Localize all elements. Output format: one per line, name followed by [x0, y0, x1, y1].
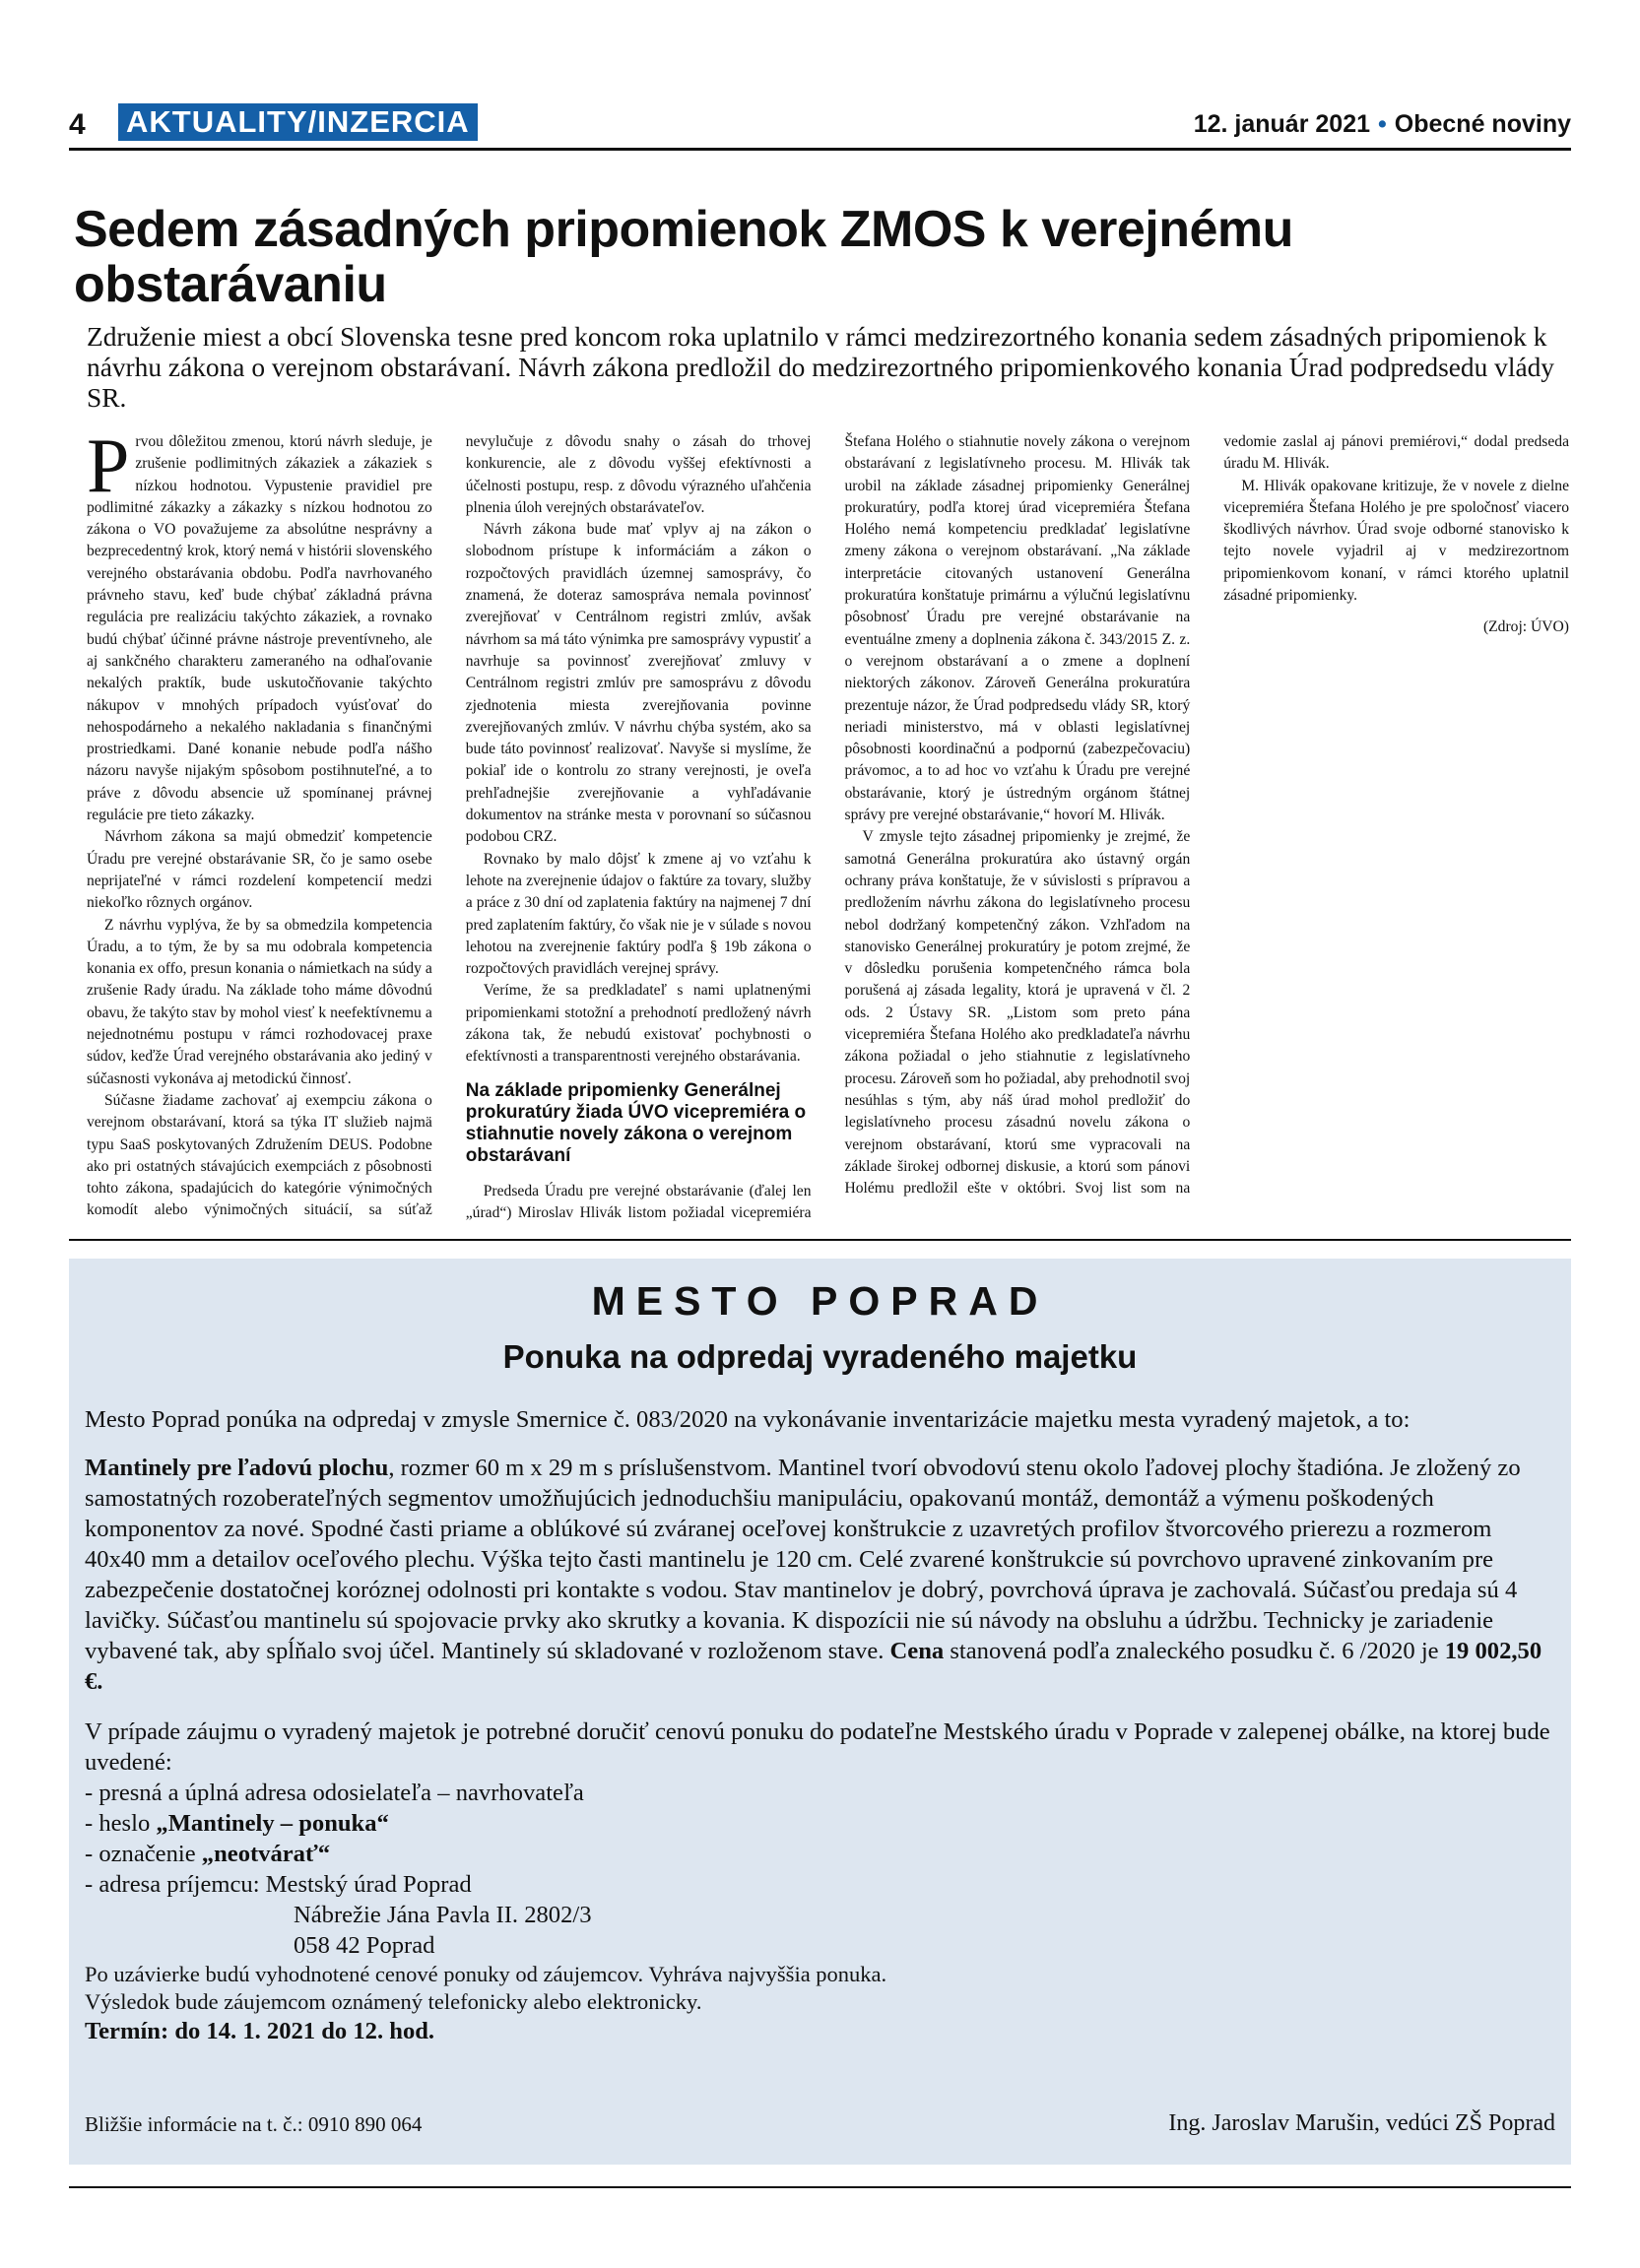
ad-contact-info: Bližšie informácie na t. č.: 0910 890 064 [85, 2112, 423, 2136]
ad-result: Výsledok bude záujemcom oznámený telefonicky alebo elektronicky. [85, 1989, 702, 2014]
ad-requirements-list [85, 1778, 1554, 1961]
article-subheading: Na základe pripomienky Generálnej prokuratúry žiada ÚVO vicepremiéra o stiahnutie novely zákona o verejnom obstarávaní [465, 1079, 807, 1166]
list-item: - adresa príjemcu: Mestský úrad Poprad [85, 1871, 472, 1898]
section-label: AKTUALITY/INZERCIA [118, 103, 478, 141]
address-line: Nábrežie Jána Pavla II. 2802/3 [294, 1902, 592, 1928]
article-paragraph: Súčasne žiadame zachovať aj exempciu zákona o verejnom obstarávaní, ktorá sa týka IT služieb najmä typu SaaS poskytovaných Združením DEUS. Podobne ako pri ostatných stávajúcich exempciách z pôsobnosti tohto zákona, spadajúcich do kategórie výnimočných komodít alebo výnimočných situácií, sa súťaž nevylučuje z dôvodu snahy o zásah do trhovej konkurencie, ale z dôvodu vyššej efektívnosti a účelnosti postupu, resp. z dôvodu výrazného uľahčenia plnenia úloh verejných obstarávateľov. [87, 433, 812, 1219]
list-item-keyword: „Mantinely – ponuka“ [156, 1810, 389, 1837]
header-rule [69, 148, 1571, 151]
section-divider [69, 1239, 1571, 1241]
bottom-rule [69, 2186, 1571, 2188]
article-paragraph: Veríme, že sa predkladateľ s nami uplatnenými pripomienkami stotožní a prehodnotí predložený návrh zákona tak, že nebudú existovať pochybnosti o efektívnosti a transparentnosti verejného obstarávania. [465, 982, 812, 1066]
ad-intro: Mesto Poprad ponúka na odpredaj v zmysle Smernice č. 083/2020 na vykonávanie inventarizácie majetku mesta vyradený majetok, a to: [85, 1406, 1410, 1433]
list-item [85, 1839, 1554, 1869]
ad-price-value: 19 002,50 €. [85, 1638, 1542, 1695]
article-paragraph: Návrhom zákona sa majú obmedziť kompetencie Úradu pre verejné obstarávanie SR, čo je samo osebe neprijateľné v rámci rozdelení kompetencií medzi niekoľko rôznych orgánov. [87, 828, 432, 912]
drop-cap: P [87, 422, 130, 508]
article-body [87, 422, 1569, 1225]
advertisement-box [69, 1259, 1571, 2165]
address-line: 058 42 Poprad [294, 1932, 435, 1959]
article-paragraph: V zmysle tejto zásadnej pripomienky je zrejmé, že samotná Generálna prokuratúra ako ústavný orgán ochrany práva konštatuje, že v súvislosti s prípravou a predložením návrhu zákona do legislatívneho procesu nebol dodržaný kompetenčný zákon. Vzhľadom na stanovisko Generálnej prokuratúry je potom zrejmé, že v dôsledku porušenia kompetenčného rámca bola porušená aj zásada legality, ktorá je upravená v čl. 2 ods. 2 Ústavy SR. „Listom som preto pána vicepremiéra Štefana Holého ako predkladateľa návrhu zákona požiadal o jeho stiahnutie z legislatívneho procesu. Zároveň som ho požiadal, aby prehodnotil svoj nesúhlas s tým, aby náš úrad mohol predložiť do legislatívneho procesu zásadnú novelu zákona o verejnom obstarávaní, ktorú sme vypracovali na základe širokej odbornej diskusie, a ktorú som pánovi Holému predložil ešte v októbri. Svoj list som na vedomie zaslal aj pánovi premiérovi,“ dodal predseda úradu M. Hlivák. [844, 433, 1569, 1198]
ad-item-name: Mantinely pre ľadovú plochu [85, 1455, 389, 1481]
article-paragraph [87, 422, 432, 826]
ad-price-label: Cena [889, 1638, 945, 1664]
article-lead: Združenie miest a obcí Slovenska tesne pred koncom roka uplatnilo v rámci medzirezortného konania sedem zásadných pripomienok k návrhu zákona o verejnom obstarávaní. Návrh zákona predložil do medzirezortného pripomienkového konania Úrad podpredsedu vlády SR. [87, 322, 1554, 413]
page-number: 4 [69, 108, 86, 141]
article-paragraph: Predseda Úradu pre verejné obstarávanie (ďalej len „úrad“) Miroslav Hlivák listom požiadal vicepremiéra Štefana Holého o stiahnutie novely zákona o verejnom obstarávaní z legislatívneho procesu. M. Hlivák tak urobil na základe zásadnej pripomienky Generálnej prokuratúry, podľa ktorej úrad vicepremiéra Štefana Holého nemá kompetenciu predkladať legislatívne zmeny zákona o verejnom obstarávaní. „Na základe interpretácie citovaných ustanovení Generálna prokuratúra konštatuje primárnu a výlučnú legislatívnu pôsobnosť Úradu pre verejné obstarávanie na eventuálne zmeny a doplnenia zákona č. 343/2015 Z. z. o verejnom obstarávaní a o zmene a doplnení niektorých zákonov. Zároveň Generálna prokuratúra prezentuje názor, že Úrad podpredsedu vlády SR, ktorý neriadi ministerstvo, má v oblasti legislatívnej pôsobnosti koordinačnú a podpornú (zabezpečovaciu) právomoc, a to ad hoc vo vzťahu k Úradu pre verejné obstarávanie, ktorý je ústredným orgánom štátnej správy pre verejné obstarávanie,“ hovorí M. Hlivák. [465, 433, 1191, 1221]
ad-description [85, 1453, 1554, 1697]
article-source: (Zdroj: ÚVO) [1482, 618, 1569, 636]
list-item-prefix: - heslo [85, 1810, 157, 1837]
ad-price-text: stanovená podľa znaleckého posudku č. 6 /2020 je [944, 1638, 1445, 1664]
ad-deadline: Termín: do 14. 1. 2021 do 12. hod. [85, 2018, 435, 2044]
ad-body [85, 1404, 1554, 2046]
article-title: Sedem zásadných pripomienok ZMOS k verejnému obstarávaniu [74, 201, 1293, 313]
ad-subtitle: Ponuka na odpredaj vyradeného majetku [502, 1338, 1138, 1375]
ad-instructions: V prípade záujmu o vyradený majetok je potrebné doručiť cenovú ponuku do podateľne Mestského úradu v Poprade v zalepenej obálke, na ktorej bude uvedené: [85, 1718, 1550, 1776]
article-paragraph: Z návrhu vyplýva, že by sa obmedzila kompetencia Úradu, a to tým, že by sa mu odobrala kompetencia konania ex offo, presun konania o námietkach na súdy a zrušenie Rady úradu. Na základe toho máme dôvodnú obavu, že takýto stav by mohol viesť k neefektívnemu a nejednotnému postupu v rámci rozhodovacej praxe súdov, keďže Úrad verejného obstarávania ako jediný v súčasnosti vykonáva aj metodickú činnosť. [87, 916, 432, 1087]
ad-signature: Ing. Jaroslav Marušin, vedúci ZŠ Poprad [1168, 2110, 1555, 2136]
bullet-separator: • [1378, 110, 1387, 138]
article-paragraph: Rovnako by malo dôjsť k zmene aj vo vzťahu k lehote na zverejnenie údajov o faktúre za tovary, služby a práce z 30 dní od zaplatenia faktúry na najmenej 7 dní pred zaplatením faktúry, čo však nie je v súlade s novou lehotou na zverejnenie faktúry podľa § 19b zákona o rozpočtových pravidlách verejnej správy. [465, 850, 812, 978]
issue-date: 12. január 2021 [1193, 110, 1371, 138]
article-paragraph: M. Hlivák opakovane kritizuje, že v novele z dielne vicepremiéra Štefana Holého je pre spoločnosť viacero škodlivých návrhov. Úrad svoje odborné stanovisko k tejto novele vyjadril aj v medzirezortnom pripomienkovom konaní, v rámci ktorého uplatnil zásadné pripomienky. [1223, 477, 1569, 605]
list-item-prefix: - označenie [85, 1841, 202, 1867]
ad-item-text: , rozmer 60 m x 29 m s príslušenstvom. Mantinel tvorí obvodovú stenu okolo ľadovej plochy štadióna. Je zložený zo samostatných rozoberateľných segmentov umožňujúcich jednoduchšiu manipuláciu, opakovanú montáž, demontáž a výmenu poškodených komponentov za nové. Spodné časti priame a oblúkové sú zváranej oceľovej konštrukcie z uzavretých profilov štvorcového prierezu a rozmerom 40x40 mm a detailov oceľového plechu. Výška tejto časti mantinelu je 120 cm. Celé zvarené konštrukcie sú povrchovo upravené zinkovaním pre zabezpečenie dostatočnej koróznej odolnosti pri kontakte s vodou. Stav mantinelov je dobrý, povrchová úprava je zachovalá. Súčasťou predaja sú 4 lavičky. Súčasťou mantinelu sú spojovacie prvky ako skrutky a kovania. K dispozícii nie sú návody na obsluhu a údržbu. Technicky je zariadenie vybavené tak, aby spĺňalo svoj účel. Mantinely sú skladované v rozloženom stave. [85, 1455, 1521, 1664]
ad-evaluation: Po uzávierke budú vyhodnotené cenové ponuky od záujemcov. Vyhráva najvyššia ponuka. [85, 1962, 887, 1986]
header-dateline [1194, 110, 1571, 139]
list-item-keyword: „neotvárať“ [201, 1841, 331, 1867]
list-item [85, 1808, 1554, 1839]
paragraph-text: rvou dôležitou zmenou, ktorú návrh sleduje, je zrušenie podlimitných zákaziek a zákaziek s nízkou hodnotou. Vypustenie pravidiel pre podlimitné zákazky a zákazky s nízkou hodnotou zo zákona o VO považujeme za absolútne nesprávny a bezprecedentný krok, ktorý nemá v histórii slovenského verejného obstarávania obdobu. Podľa navrhovaného právneho stavu, keď bude chýbať základná právna regulácia pre realizáciu takýchto zákaziek, a rovnako budú chýbať účinné právne nástroje preventívneho, ale aj sankčného charakteru zameraného na odhaľovanie nekalých praktík, bude uskutočňovanie takýchto nákupov v mnohých prípadoch vyúsťovať do nehospodárneho a nekalého nakladania s finančnými prostriedkami. Dané konanie nebude podľa nášho názoru navyše nijakým spôsobom postihnuteľné, a to práve z dôvodu absencie už spomínanej právnej regulácie pre tieto zákazky. [87, 433, 432, 824]
article-paragraph: Návrh zákona bude mať vplyv aj na zákon o slobodnom prístupe k informáciám a zákon o rozpočtových pravidlách územnej samosprávy, čo znamená, že doteraz samospráva nemala povinnosť zverejňovať v Centrálnom registri zmlúv, avšak návrhom sa má táto výnimka pre samosprávy vypustiť a navrhuje sa povinnosť zverejňovať zmluvy v Centrálnom registri zmlúv pre samosprávu z dôvodu zjednotenia miesta zverejňovania povinne zverejňovaných zmlúv. V návrhu chýba systém, ako sa bude táto povinnosť realizovať. Navyše si myslíme, že pokiaľ ide o kontrolu zo strany verejnosti, je oveľa prehľadnejšie zverejňovanie a vyhľadávanie dokumentov na stránke mesta v porovnaní so súčasnou podobou CRZ. [465, 521, 812, 846]
list-item: - presná a úplná adresa odosielateľa – navrhovateľa [85, 1780, 584, 1806]
ad-city-title: MESTO POPRAD [591, 1278, 1049, 1324]
newspaper-name: Obecné noviny [1394, 110, 1571, 138]
